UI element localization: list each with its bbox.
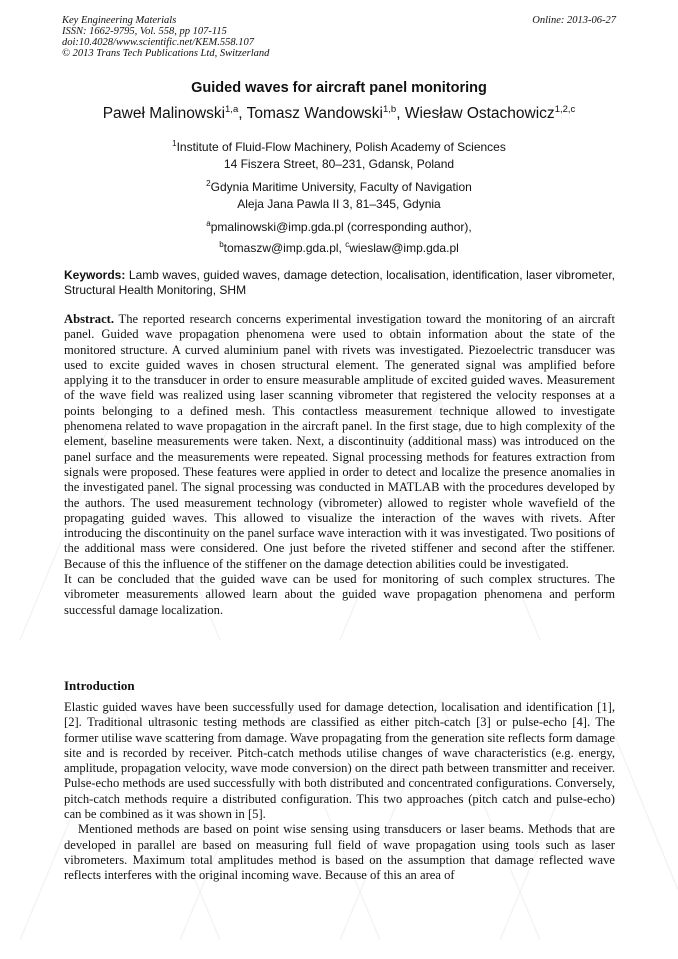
journal-doi[interactable]: doi:10.4028/www.scientific.net/KEM.558.107 [62, 37, 254, 48]
intro-paragraph: Mentioned methods are based on point wise sensing using transducers or laser beams. Methods that are developed in parallel are based on measuring full field of wave propagation using tools such as laser vibrometers. Maximum total amplitudes method is based on the assumption that damage reflected wave reflects interferes with the original incoming wave. Because of this an area of [64, 822, 615, 883]
author-name: Wiesław Ostachowicz [404, 105, 555, 123]
intro-paragraph: Elastic guided waves have been successfully used for damage detection, localisation and identification [1], [2]. Traditional ultrasonic testing methods are classified as either pitch-catch [3] or pulse-echo [4]. The former utilise wave scattering from damage. Wave propagating from the generation site reflects form damage site and is recorded by receiver. Pitch-catch methods utilise changes of wave characteristics (e.g. energy, amplitude, propagation velocity, wave mode conversion) on the direct path between transmitter and receiver. Pulse-echo methods are used successfully with both distributed and concentrated configurations. Conversely, pitch-catch methods require a distributed configuration. This two approaches (pitch catch and pulse-echo) can be combined as it was shown in [5]. [64, 700, 615, 822]
journal-issn: ISSN: 1662-9795, Vol. 558, pp 107-115 [62, 26, 227, 37]
author-sup: 1,2,c [554, 104, 576, 115]
author-emails [0, 215, 678, 257]
email-sup: c [345, 240, 350, 249]
introduction-body [64, 700, 615, 884]
author-sup: 1,a [225, 104, 239, 115]
email-c[interactable]: wieslaw@imp.gda.pl [349, 241, 459, 255]
author-sup: 1,b [382, 104, 397, 115]
email-b[interactable]: tomaszw@imp.gda.pl, [223, 241, 346, 255]
affiliation-line: Gdynia Maritime University, Faculty of Navigation [210, 180, 472, 194]
keywords-label: Keywords: [64, 268, 126, 282]
keywords-text: Lamb waves, guided waves, damage detection, localisation, identification, laser vibrometer, Structural Health Monitoring, SHM [64, 268, 615, 297]
author-name: Tomasz Wandowski [246, 105, 383, 123]
abstract-paragraph: It can be concluded that the guided wave can be used for monitoring of such complex structures. The vibrometer measurements allowed learn about the guided wave propagation phenomena and perform successful damage localization. [64, 572, 615, 617]
author-list: Paweł Malinowski$^{1,a}$, Tomasz Wandowski$^{1,b}$, Wiesław Ostachowicz$^{1,2,c}$ [102, 104, 576, 123]
journal-name: Key Engineering Materials [62, 15, 177, 26]
affiliation-line: Institute of Fluid-Flow Machinery, Polish Academy of Sciences [176, 140, 506, 154]
affiliation-sup: 1 [172, 139, 177, 148]
abstract-text: The reported research concerns experimental investigation toward the monitoring of an aircraft panel. Guided wave propagation phenomena were used to obtain information about the state of the monitored structure. A curved aluminium panel with rivets was investigated. Piezoelectric transducer was used to excite guided waves in chosen structural element. The generated signal was amplified before applying it to the transducer in order to ensure measurable amplitude of excited guided waves. Measurement of the wave field was realized using laser scanning vibrometer that registered the velocity responses at a points belonging to a defined mesh. This contactless measurement technique allowed to investigate phenomena related to wave propagation in the aircraft panel. In the first stage, due to high complexity of the element, baseline measurements were taken. Next, a discontinuity (additional mass) was introduced on the panel surface and the measurements were repeated. Signal processing methods for features extraction from signals were proposed. These features were applied in order to detect and localize the presence anomalies in the investigated panel. The signal processing was conducted in MATLAB with the procedures developed by the authors. The used measurement technology (vibrometer) allowed to register whole wavefield of the propagating guided waves. This allowed to visualize the interaction of the waves with rivets. After introducing the discontinuity on the panel surface wave interaction with it was investigated. Two positions of the additional mass were considered. One just before the riveted stiffener and second after the stiffener. Because of this the influence of the stiffener on the damage detection abilities could be investigated. [64, 312, 615, 571]
abstract-paragraph [64, 312, 615, 572]
affiliation-1 [0, 135, 678, 173]
affiliation-2 [0, 175, 678, 213]
online-date: Online: 2013-06-27 [532, 15, 616, 26]
journal-header [62, 15, 616, 59]
affiliation-line: Aleja Jana Pawla II 3, 81–345, Gdynia [237, 197, 441, 211]
affiliation-sup: 2 [206, 179, 211, 188]
author-name: Paweł Malinowski [102, 105, 226, 123]
email-sup: b [219, 240, 224, 249]
section-heading-introduction: Introduction [64, 678, 135, 693]
journal-copyright: © 2013 Trans Tech Publications Ltd, Switzerland [62, 48, 270, 59]
affiliation-line: 14 Fiszera Street, 80–231, Gdansk, Poland [223, 157, 455, 171]
abstract-label: Abstract. [64, 312, 115, 326]
paper-title: Guided waves for aircraft panel monitoring [191, 80, 487, 96]
email-sup: a [206, 219, 211, 228]
email-a[interactable]: pmalinowski@imp.gda.pl (corresponding author), [210, 220, 472, 234]
abstract [64, 312, 615, 618]
keywords [64, 268, 615, 298]
